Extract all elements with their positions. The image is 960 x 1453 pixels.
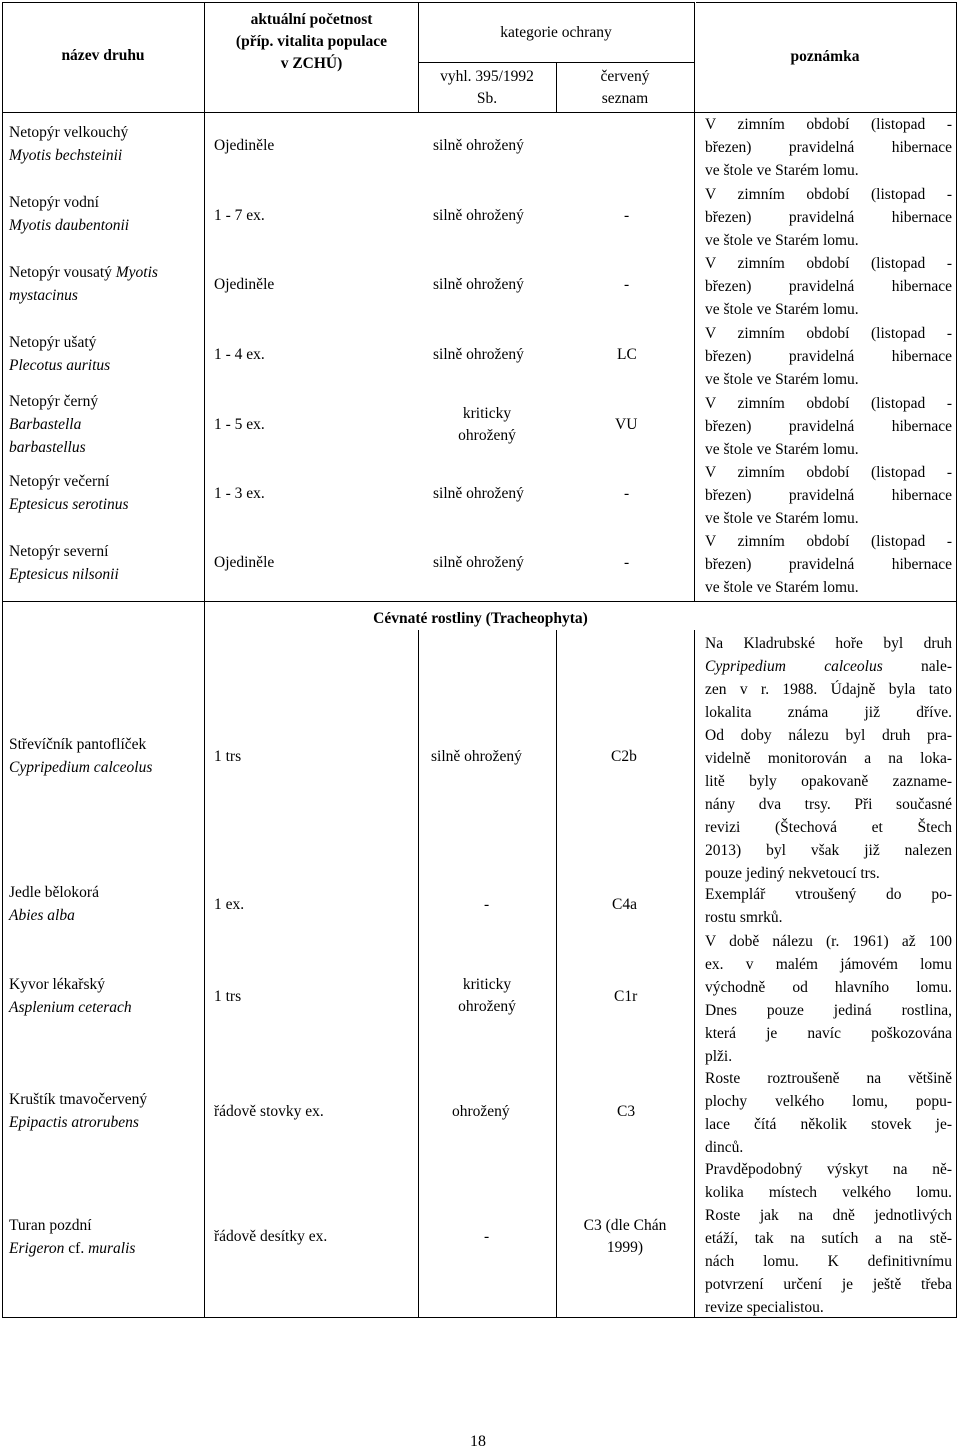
decree-column-border-2: [556, 630, 557, 1317]
page-number: 18: [470, 1433, 486, 1450]
bat-latin: Eptesicus serotinus: [9, 496, 129, 513]
plant-latin: Asplenium ceterach: [9, 999, 132, 1016]
plant-note: Roste roztroušeně na většině plochy velkého lomu, popu- lace čítá několik stovek je- dinců.: [705, 1070, 952, 1156]
bat-decree: silně ohrožený: [433, 554, 524, 571]
bat-abundance: Ojediněle: [214, 276, 275, 293]
plant-latin: Erigeron cf. muralis: [9, 1240, 136, 1257]
header-note: poznámka: [790, 48, 860, 65]
bat-latin: barbastellus: [9, 439, 86, 456]
table-top-border-right: [696, 2, 956, 3]
plant-redlist: C1r: [614, 988, 638, 1005]
bat-note: V zimním období (listopad - březen) pravidelná hibernace ve štole ve Starém lomu.: [705, 186, 952, 249]
bat-redlist: -: [624, 207, 630, 224]
note-column-border-2: [694, 630, 695, 1317]
plant-common: Kruštík tmavočervený: [9, 1091, 148, 1108]
header-abundance: aktuální početnost (příp. vitalita populace v ZCHÚ): [235, 11, 388, 72]
bat-latin: Myotis daubentonii: [9, 217, 130, 234]
plant-common: Kyvor lékařský: [9, 976, 105, 993]
plant-abundance: řádově stovky ex.: [214, 1103, 324, 1120]
plant-latin: Epipactis atrorubens: [9, 1114, 139, 1131]
plant-redlist: C3 (dle Chán 1999): [583, 1217, 667, 1256]
bat-abundance: 1 - 5 ex.: [214, 416, 265, 433]
bat-abundance: 1 - 7 ex.: [214, 207, 265, 224]
bat-decree: silně ohrožený: [433, 346, 524, 363]
bat-redlist: -: [624, 554, 630, 571]
plant-abundance: řádově desítky ex.: [214, 1228, 328, 1245]
plant-decree: -: [484, 896, 490, 913]
bat-common: Netopýr vousatý Myotis: [9, 264, 158, 281]
bat-note: V zimním období (listopad - březen) pravidelná hibernace ve štole ve Starém lomu.: [705, 325, 952, 388]
bat-decree: silně ohrožený: [433, 207, 524, 224]
bat-common: Netopýr černý: [9, 393, 99, 410]
plant-latin: Abies alba: [9, 907, 75, 924]
plant-abundance: 1 trs: [214, 988, 242, 1005]
plant-redlist: C3: [617, 1103, 636, 1120]
plant-note: Exemplář vtroušený do po- rostu smrků.: [705, 886, 952, 926]
bat-abundance: 1 - 4 ex.: [214, 346, 265, 363]
bat-note: V zimním období (listopad - březen) pravidelná hibernace ve štole ve Starém lomu.: [705, 533, 952, 596]
bat-decree: silně ohrožený: [433, 137, 524, 154]
species-column-border: [204, 2, 205, 1318]
bat-latin: Eptesicus nilsonii: [9, 566, 119, 583]
plant-abundance: 1 ex.: [214, 896, 245, 913]
bat-latin: Myotis bechsteinii: [9, 147, 123, 164]
plant-redlist: C2b: [611, 748, 637, 765]
bat-abundance: Ojediněle: [214, 137, 275, 154]
bat-redlist: -: [624, 485, 630, 502]
table-left-border: [2, 2, 3, 1318]
bat-common: Netopýr večerní: [9, 473, 110, 490]
plant-common: Turan pozdní: [9, 1217, 92, 1234]
plant-note: V době nálezu (r. 1961) až 100 ex. v malém jámovém lomu východně od hlavního lomu. Dnes pouze jediná rostlina, která je navíc poškozována plži.: [705, 933, 952, 1065]
plant-note: Na Kladrubské hoře byl druh Cypripedium calceolus nale- zen v r. 1988. Údajně byla tato lokalita známa již dříve. Od doby nálezu byl druh pra- videlně monitorován a na loka- litě byly opakovaně zazname- nány dva trsy. Při současné revizi (Štechová et Štech 2013) byl však již nalezen pouze jediný nekvetoucí trs.: [705, 635, 952, 882]
bat-decree: silně ohrožený: [433, 276, 524, 293]
plant-decree: ohrožený: [452, 1103, 510, 1120]
bat-note: V zimním období (listopad - březen) pravidelná hibernace ve štole ve Starém lomu.: [705, 116, 952, 179]
bat-latin: Barbastella: [9, 416, 82, 433]
bat-common: Netopýr severní: [9, 543, 109, 560]
header-species: název druhu: [61, 47, 145, 64]
plant-note: Pravděpodobný výskyt na ně- kolika místech velkého lomu. Roste jak na dně jednotlivých etáží, tak na sutích a na stě- nách lomu. K definitivnímu potvrzení určení je ještě třeba revize specialistou.: [705, 1161, 952, 1316]
bat-latin: Plecotus auritus: [9, 357, 111, 374]
table-top-border: [2, 2, 694, 3]
bat-note: V zimním období (listopad - březen) pravidelná hibernace ve štole ve Starém lomu.: [705, 255, 952, 318]
plant-common: Jedle bělokorá: [9, 884, 99, 901]
bat-note: V zimním období (listopad - březen) pravidelná hibernace ve štole ve Starém lomu.: [705, 464, 952, 527]
bat-common: Netopýr vodní: [9, 194, 99, 211]
bat-decree: silně ohrožený: [433, 485, 524, 502]
bat-decree: kriticky ohrožený: [458, 405, 516, 444]
bat-redlist: VU: [615, 416, 638, 433]
header-decree: vyhl. 395/1992 Sb.: [440, 68, 534, 107]
section-title-plants: Cévnaté rostliny (Tracheophyta): [373, 610, 588, 627]
bat-abundance: 1 - 3 ex.: [214, 485, 265, 502]
bat-note: V zimním období (listopad - březen) pravidelná hibernace ve štole ve Starém lomu.: [705, 395, 952, 458]
bat-common: Netopýr ušatý: [9, 334, 97, 351]
header-protection: kategorie ochrany: [500, 24, 612, 41]
bat-common: Netopýr velkouchý: [9, 124, 129, 141]
plant-decree: silně ohrožený: [431, 748, 522, 765]
plant-decree: -: [484, 1228, 490, 1245]
table-right-border: [956, 2, 957, 1318]
bat-abundance: Ojediněle: [214, 554, 275, 571]
plant-latin: Cypripedium calceolus: [9, 759, 153, 776]
section-top-border: [2, 601, 956, 602]
plant-abundance: 1 trs: [214, 748, 242, 765]
header-redlist: červený seznam: [600, 68, 650, 107]
bat-redlist: -: [624, 276, 630, 293]
plant-common: Střevíčník pantoflíček: [9, 736, 147, 753]
bat-redlist: LC: [617, 346, 637, 363]
bat-latin: mystacinus: [9, 287, 78, 304]
note-column-border: [694, 2, 695, 601]
plant-redlist: C4a: [612, 896, 637, 913]
plant-decree: kriticky ohrožený: [458, 976, 516, 1015]
